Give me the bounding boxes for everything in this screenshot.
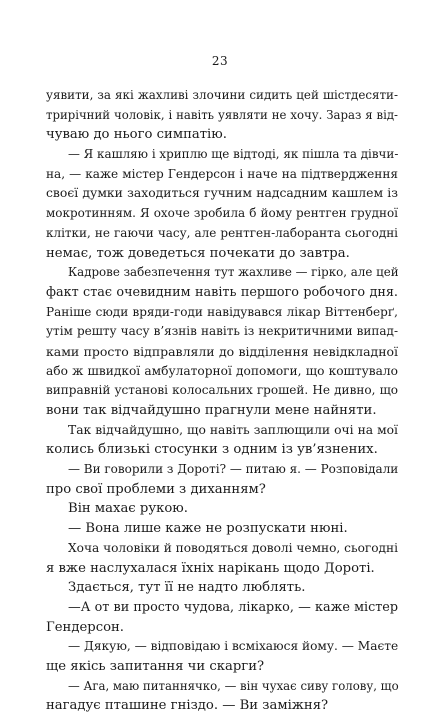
text-line: утім решту часу в’язнів навіть із некритичними випад- [46,324,398,339]
text-line: Він махає рукою. [68,501,188,517]
text-line: мокротинням. Я охоче зробила б йому рентген грудної [46,206,398,221]
text-line: — Ага, маю питаннячко, — він чухає сиву голову, що [68,678,399,693]
body-text [46,86,398,716]
text-line: колись близькі стосунки з одним із ув’язнених. [46,442,378,458]
text-line: чуваю до нього симпатію. [46,127,227,143]
text-line: клітки, не гаючи часу, але рентген-лаборанта сьогодні [46,225,398,240]
text-line: своєї думки заходиться гучним надсадним кашлем із [46,186,398,201]
text-line: виправній установі колосальних грошей. Не дивно, що [46,383,398,398]
text-line: або ж швидкої амбулаторної допомоги, що коштувало [46,363,398,378]
text-line: — Ви говорили з Дороті? — питаю я. — Розповідали [68,462,399,477]
text-line: ками просто відправляли до відділення невідкладної [46,343,398,359]
text-line: Хоча чоловіки й поводяться доволі чемно, сьогодні [68,540,398,555]
text-line: — Вона лише каже не розпускати нюні. [68,521,348,537]
text-line: Кадрове забезпечення тут жахливе — гірко, але цей [68,265,399,280]
text-line: — Я кашляю і хриплю ще відтоді, як пішла та дівчи- [68,147,399,162]
text-line: уявити, за які жахливі злочини сидить цей шістдесяти- [46,88,398,102]
text-line: на, — каже містер Гендерсон і наче на підтвердження [46,166,398,181]
text-line: нагадує пташине гніздо. — Ви заміжня? [46,698,329,714]
text-line: —А от ви просто чудова, лікарко, — каже містер [68,599,398,615]
text-line: ще якісь запитання чи скарги? [46,658,265,674]
text-line: Гендерсон. [46,619,124,635]
text-line: — Дякую, — відповідаю і всміхаюся йому. — Маєте [68,639,399,654]
page-number: 23 [211,54,229,68]
text-line: факт стає очевидним навіть першого робочого дня. [46,284,398,300]
text-line: трирічний чоловік, і навіть уявляти не хочу. Зараз я від- [46,107,398,122]
text-line: про свої проблеми з диханням? [46,481,266,497]
text-line: Здається, тут її не надто люблять. [68,580,306,596]
text-line: я вже наслухалася їхніх нарікань щодо Дороті. [46,560,375,576]
text-line: Раніше сюди вряди-годи навідувався лікар Віттенберґ, [46,304,398,319]
text-line: вони так відчайдушно прагнули мене найняти. [46,403,377,418]
text-line: немає, тож доведеться почекати до завтра. [46,245,350,261]
text-line: Так відчайдушно, що навіть заплющили очі на мої [68,422,398,437]
